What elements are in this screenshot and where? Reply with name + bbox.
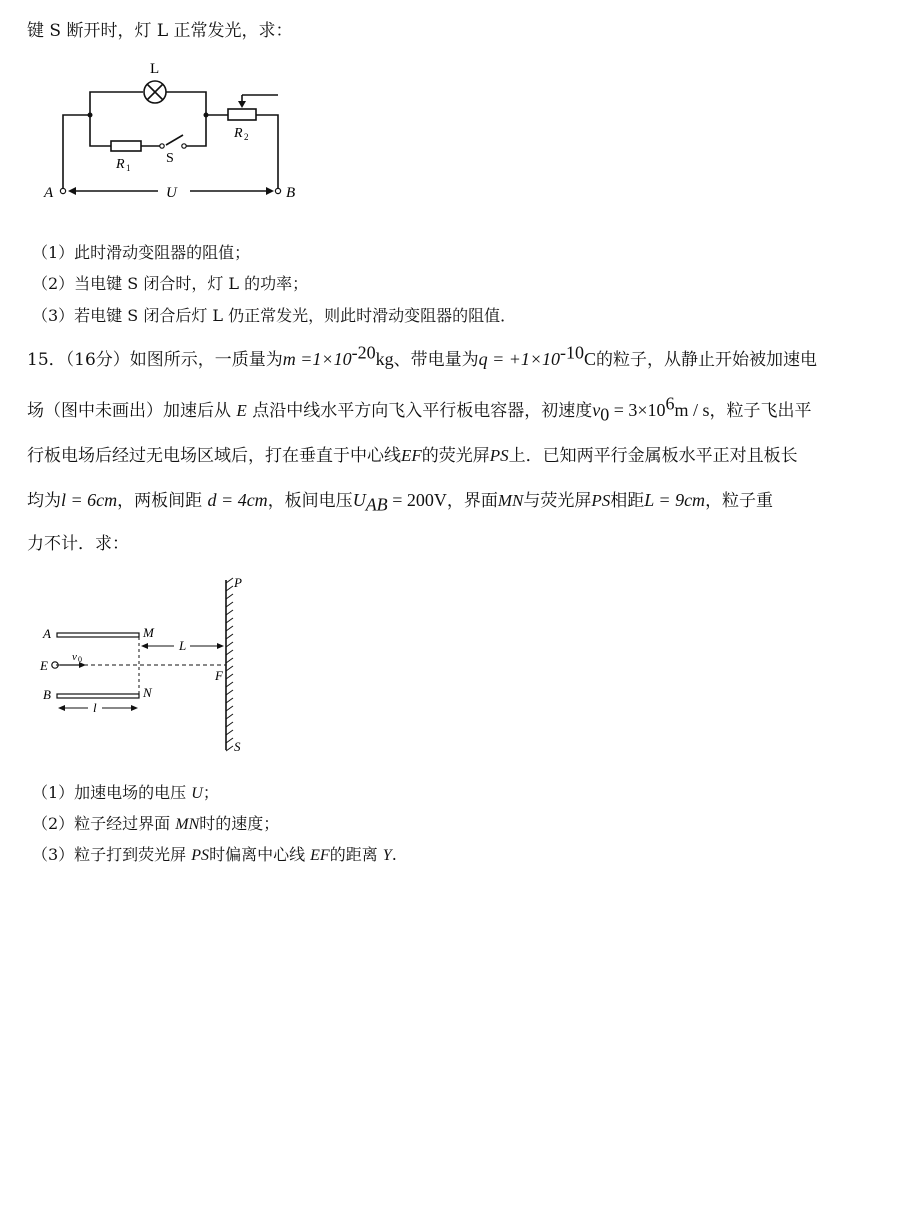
label-a: A: [43, 626, 51, 641]
circuit-diagram: [38, 55, 328, 215]
r1-sub: 1: [126, 163, 131, 173]
p15-line-2: 场（图中未画出）加速后从 E 点沿中线水平方向飞入平行板电容器，初速度$v_0 = 3\times 10^6m / s$，粒子飞出平: [27, 393, 812, 425]
p15-question-3: （3）粒子打到荧光屏 PS时偏离中心线 EF的距离 Y.: [32, 845, 397, 864]
capacitor-diagram: [38, 575, 268, 755]
p14-question-2: （2）当电键 S 闭合时，灯 L 的功率；: [32, 274, 309, 293]
p15-line-4: 均为l = 6cm，两板间距 d = 4cm，板间电压$U_{AB} = 200V$，界面MN与荧光屏PS相距L = 9cm，粒子重: [27, 490, 774, 515]
switch-label: S: [166, 151, 174, 166]
label-e: E: [40, 658, 48, 673]
r1-label: R: [116, 157, 125, 172]
label-l-distance: L: [179, 638, 187, 653]
p15-question-1: （1）加速电场的电压 U；: [32, 783, 219, 802]
p14-intro: 键 S 断开时，灯 L 正常发光，求：: [27, 21, 293, 41]
terminal-b-label: B: [286, 185, 296, 201]
r2-label: R: [234, 126, 243, 141]
label-v0: v: [72, 651, 77, 663]
p15-line-3: 行板电场后经过无电场区域后，打在垂直于中心线EF的荧光屏PS上．已知两平行金属板水平正对且板长: [27, 446, 798, 466]
terminal-a-label: A: [44, 185, 54, 201]
label-f: F: [215, 668, 223, 683]
label-b: B: [43, 687, 51, 702]
p15-question-2: （2）粒子经过界面 MN时的速度；: [32, 814, 280, 833]
label-s: S: [234, 739, 241, 754]
p15-line-1: 15．（16分）如图所示，一质量为$m =1\times 10^{-20}kg$、带电量为$q = +1\times 10^{-10}C$的粒子，从静止开始被加速电: [27, 342, 818, 370]
r2-sub: 2: [244, 132, 249, 142]
p14-question-3: （3）若电键 S 闭合后灯 L 仍正常发光，则此时滑动变阻器的阻值．: [32, 306, 517, 325]
label-p: P: [234, 575, 242, 590]
p15-line-5: 力不计．求：: [27, 534, 129, 554]
label-m: M: [143, 625, 154, 640]
p14-question-1: （1）此时滑动变阻器的阻值；: [32, 243, 251, 262]
label-n: N: [143, 685, 152, 700]
lamp-label: L: [150, 61, 160, 77]
label-plate-length: l: [93, 700, 97, 715]
voltage-u-label: U: [166, 185, 177, 201]
label-v0-sub: 0: [78, 655, 82, 664]
